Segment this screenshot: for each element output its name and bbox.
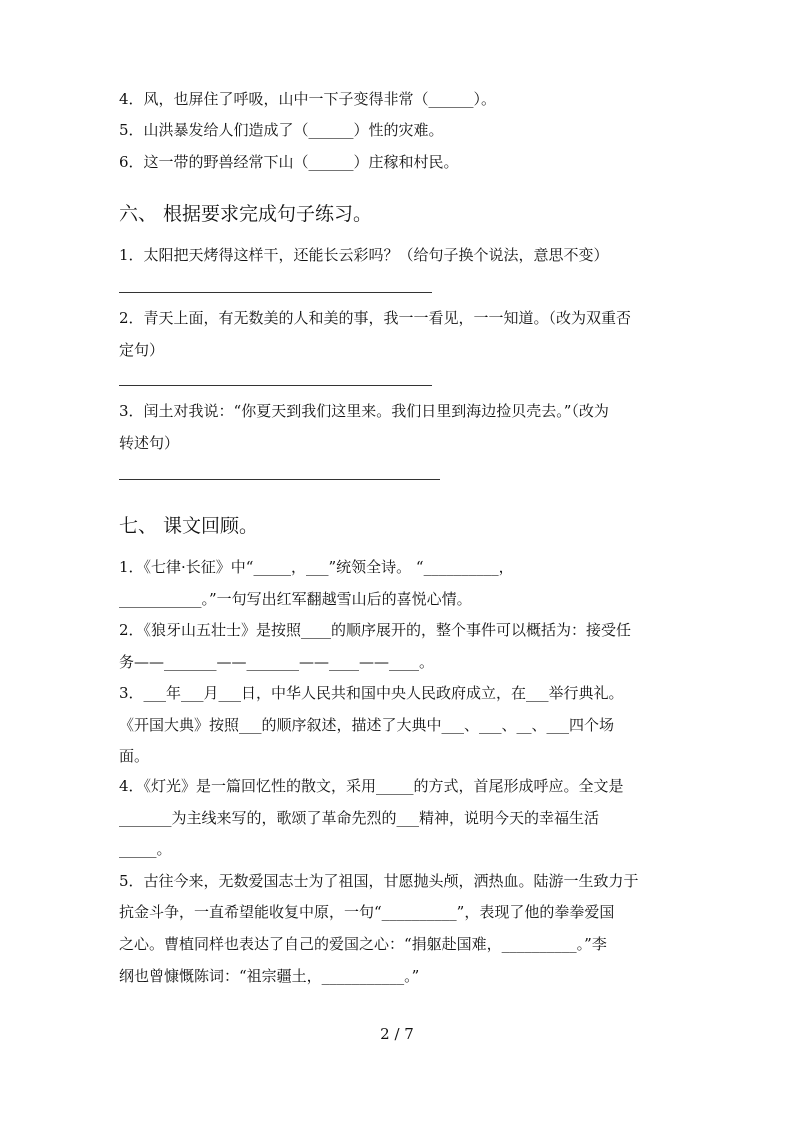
review-line: 务——_______——_______——____——____。 — [119, 653, 435, 671]
review-line: ___________。”一句写出红军翻越雪山后的喜悦心情。 — [119, 590, 472, 608]
fill-blank-item: 5．山洪暴发给人们造成了（______）性的灾难。 — [119, 121, 444, 139]
sentence-question-3: 3．闰土对我说：“你夏天到我们这里来。我们日里到海边捡贝壳去。”（改为 — [119, 402, 609, 420]
review-line: 5．古往今来，无数爱国志士为了祖国，甘愿抛头颅，洒热血。陆游一生致力于 — [119, 872, 639, 890]
sentence-question-1: 1．太阳把天烤得这样干，还能长云彩吗？（给句子换个说法，意思不变） — [119, 246, 609, 264]
review-line: _______为主线来写的，歌颂了革命先烈的___精神，说明今天的幸福生活 — [119, 809, 600, 827]
sentence-question-2: 2．青天上面，有无数美的人和美的事，我一一看见，一一知道。（改为双重否 — [119, 309, 632, 327]
fill-blank-item: 6．这一带的野兽经常下山（______）庄稼和村民。 — [119, 153, 459, 171]
answer-line-1[interactable] — [119, 292, 432, 293]
review-line: 面。 — [119, 747, 150, 765]
sentence-question-3-cont: 转述句） — [119, 434, 180, 452]
review-line: 抗金斗争，一直希望能收复中原，一句“__________”，表现了他的拳拳爱国 — [119, 903, 615, 921]
review-line: 纲也曾慷慨陈词：“祖宗疆土，___________。” — [119, 967, 420, 985]
answer-line-3[interactable] — [119, 479, 440, 480]
review-line: 之心。曹植同样也表达了自己的爱国之心：“捐躯赴国难，__________。”李 — [119, 935, 607, 953]
section-6-heading: 六、 根据要求完成句子练习。 — [119, 203, 373, 225]
review-line: 2．《狼牙山五壮士》是按照____的顺序展开的，整个事件可以概括为：接受任 — [119, 621, 632, 639]
answer-line-2[interactable] — [119, 385, 432, 386]
review-line: 《开国大典》按照___的顺序叙述，描述了大典中___、___、__、___四个场 — [119, 716, 615, 734]
review-line: 1．《七律·长征》中“_____，___”统领全诗。 “__________， — [119, 558, 514, 576]
review-line: 4．《灯光》是一篇回忆性的散文，采用_____的方式，首尾形成呼应。全文是 — [119, 777, 624, 795]
review-line: 3．___年___月___日，中华人民共和国中央人民政府成立，在___举行典礼。 — [119, 684, 624, 702]
review-line: _____。 — [119, 840, 172, 858]
section-7-heading: 七、 课文回顾。 — [119, 515, 259, 537]
fill-blank-item: 4．风，也屏住了呼吸，山中一下子变得非常（______）。 — [119, 90, 497, 108]
page-number: 2 / 7 — [380, 1025, 414, 1043]
sentence-question-2-cont: 定句） — [119, 341, 165, 359]
